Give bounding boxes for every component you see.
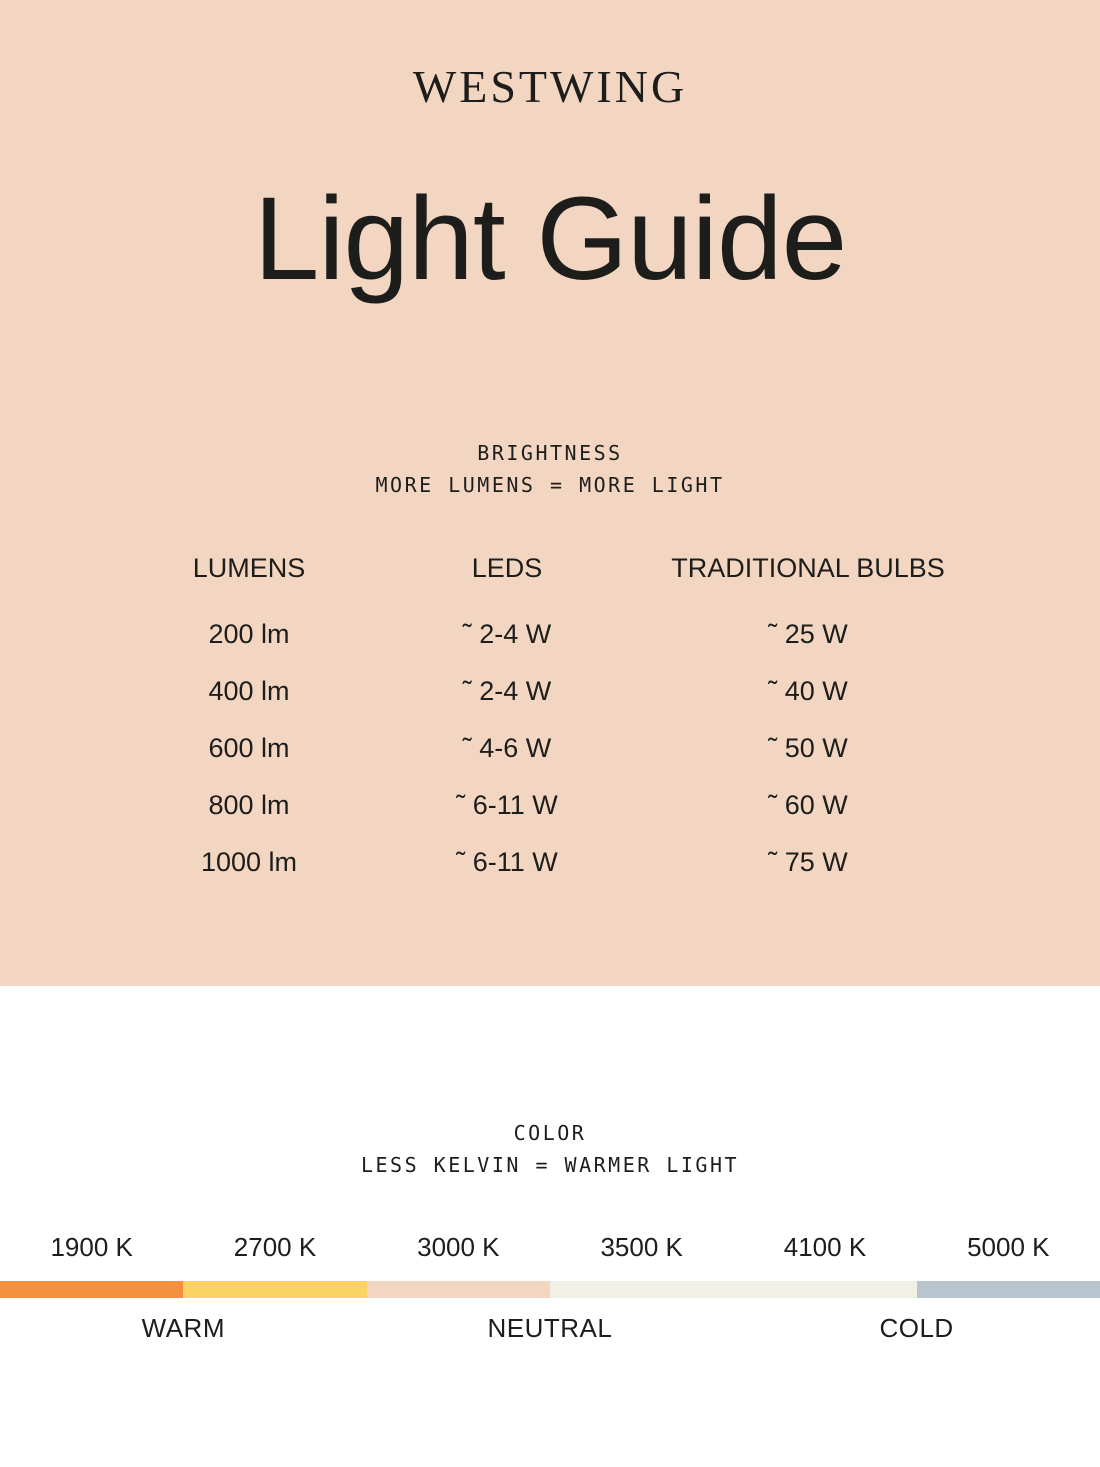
kelvin-label: 4100 K bbox=[783, 1232, 867, 1262]
kelvin-scale-labels bbox=[0, 1232, 1100, 1263]
cell-lumens: 1000 lm bbox=[200, 847, 298, 877]
page-title: Light Guide bbox=[253, 173, 847, 305]
lumens-comparison-table bbox=[120, 552, 980, 891]
brightness-caption-line2: MORE LUMENS = MORE LIGHT bbox=[375, 473, 725, 497]
cell-lumens: 600 lm bbox=[208, 733, 290, 763]
cell-traditional: ˜ 75 W bbox=[768, 847, 848, 877]
table-header-row bbox=[120, 552, 980, 606]
brightness-caption bbox=[0, 437, 1100, 501]
cell-leds: ˜ 2-4 W bbox=[462, 676, 552, 706]
gradient-segment bbox=[0, 1281, 183, 1298]
brand-logo: WESTWING bbox=[412, 61, 688, 112]
color-temperature-gradient-bar bbox=[0, 1281, 1100, 1298]
temperature-label-warm: WARM bbox=[141, 1313, 225, 1343]
column-header-lumens: LUMENS bbox=[192, 553, 306, 583]
cell-leds: ˜ 2-4 W bbox=[462, 619, 552, 649]
table-row bbox=[120, 663, 980, 720]
cell-traditional: ˜ 40 W bbox=[768, 676, 848, 706]
kelvin-label: 1900 K bbox=[50, 1232, 133, 1262]
gradient-segment bbox=[183, 1281, 366, 1298]
table-row bbox=[120, 606, 980, 663]
color-caption-line2: LESS KELVIN = WARMER LIGHT bbox=[360, 1153, 740, 1177]
cell-traditional: ˜ 25 W bbox=[768, 619, 848, 649]
cell-traditional: ˜ 50 W bbox=[768, 733, 848, 763]
color-panel bbox=[0, 986, 1100, 1467]
column-header-leds: LEDS bbox=[471, 553, 543, 583]
table-row bbox=[120, 720, 980, 777]
gradient-segment bbox=[550, 1281, 733, 1298]
temperature-label-cold: COLD bbox=[879, 1313, 954, 1343]
cell-leds: ˜ 6-11 W bbox=[456, 790, 558, 820]
table-row bbox=[120, 834, 980, 891]
temperature-label-neutral: NEUTRAL bbox=[487, 1313, 613, 1343]
temperature-category-labels bbox=[0, 1313, 1100, 1344]
cell-leds: ˜ 6-11 W bbox=[456, 847, 558, 877]
cell-lumens: 200 lm bbox=[208, 619, 290, 649]
table-row bbox=[120, 777, 980, 834]
column-header-traditional-bulbs: TRADITIONAL BULBS bbox=[671, 553, 945, 583]
kelvin-label: 5000 K bbox=[967, 1232, 1050, 1262]
kelvin-label: 3500 K bbox=[600, 1232, 683, 1262]
cell-leds: ˜ 4-6 W bbox=[462, 733, 552, 763]
cell-lumens: 400 lm bbox=[208, 676, 290, 706]
brightness-caption-line1: BRIGHTNESS bbox=[477, 441, 623, 465]
color-caption-line1: COLOR bbox=[513, 1121, 587, 1145]
kelvin-label: 2700 K bbox=[233, 1232, 317, 1262]
gradient-segment bbox=[367, 1281, 550, 1298]
gradient-segment bbox=[733, 1281, 916, 1298]
cell-traditional: ˜ 60 W bbox=[768, 790, 848, 820]
kelvin-label: 3000 K bbox=[417, 1232, 500, 1262]
cell-lumens: 800 lm bbox=[208, 790, 290, 820]
gradient-segment bbox=[917, 1281, 1100, 1298]
color-caption bbox=[0, 1117, 1100, 1181]
